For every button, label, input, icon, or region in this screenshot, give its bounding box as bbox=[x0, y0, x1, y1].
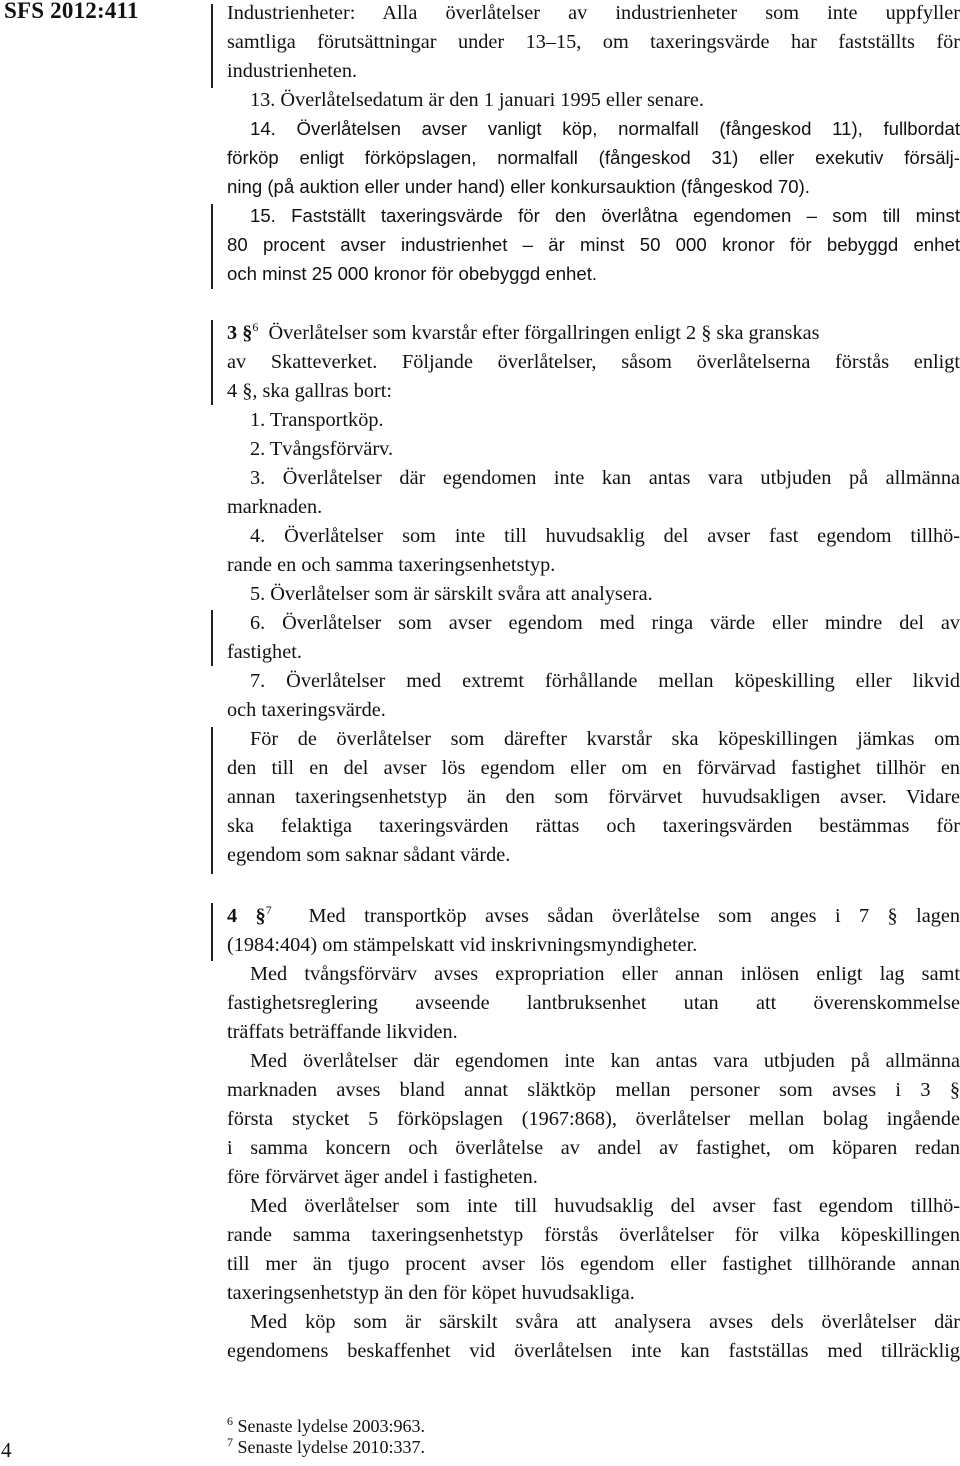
text-line: 13. Överlåtelsedatum är den 1 januari 1995 eller senare. bbox=[250, 89, 704, 111]
section-text: Överlåtelser som kvarstår efter förgallringen enligt 2 § ska granskas bbox=[258, 322, 820, 344]
text-line: fastighetsreglering avseende lantbruksenhet utan att överenskommelse bbox=[227, 992, 960, 1014]
text-line: träffats beträffande likviden. bbox=[227, 1021, 458, 1043]
text-line: första stycket 5 förköpslagen (1967:868), överlåtelser mellan bolag ingående bbox=[227, 1108, 960, 1130]
text-line: marknaden. bbox=[227, 496, 323, 518]
text-line: förköp enligt förköpslagen, normalfall (fångeskod 31) eller exekutiv försälj- bbox=[227, 147, 960, 168]
text-line: Med tvångsförvärv avses expropriation eller annan inlösen enligt lag samt bbox=[250, 963, 960, 985]
text-line: samtliga förutsättningar under 13–15, om taxeringsvärde har fastställts för bbox=[227, 31, 960, 53]
text-line: och minst 25 000 kronor för obebyggd enhet. bbox=[227, 263, 598, 284]
text-line: annan taxeringsenhetstyp än den som förvärvet huvudsakligen avser. Vidare bbox=[227, 786, 960, 808]
list-item: 4. Överlåtelser som inte till huvudsaklig del avser fast egendom tillhö- bbox=[250, 525, 960, 547]
text-line: i samma koncern och överlåtelse av andel av fastighet, om köparen redan bbox=[227, 1137, 960, 1159]
section-heading-3 bbox=[227, 322, 960, 344]
text-line: egendomens beskaffenhet vid överlåtelsen inte kan fastställas med tillräcklig bbox=[227, 1340, 960, 1362]
section-heading-4 bbox=[227, 905, 960, 927]
footnote bbox=[227, 1416, 425, 1436]
list-item: 3. Överlåtelser där egendomen inte kan antas vara utbjuden på allmänna bbox=[250, 467, 960, 489]
change-bar bbox=[211, 610, 213, 666]
section-number: 3 § bbox=[227, 322, 253, 344]
change-bar bbox=[211, 204, 213, 289]
text-line: till mer än tjugo procent avser lös egendom eller fastighet tillhörande annan bbox=[227, 1253, 960, 1275]
sfs-number: SFS 2012:411 bbox=[4, 0, 139, 23]
list-item: 2. Tvångsförvärv. bbox=[250, 438, 394, 460]
text-line: industrienheten. bbox=[227, 60, 358, 82]
footnote-text: Senaste lydelse 2010:337. bbox=[233, 1437, 425, 1457]
text-line: 14. Överlåtelsen avser vanligt köp, normalfall (fångeskod 11), fullbordat bbox=[250, 118, 960, 139]
text-line: (1984:404) om stämpelskatt vid inskrivningsmyndigheter. bbox=[227, 934, 698, 956]
text-line: egendom som saknar sådant värde. bbox=[227, 844, 511, 866]
text-line: Med köp som är särskilt svåra att analysera avses dels överlåtelser där bbox=[250, 1311, 960, 1333]
text-line: 4 §, ska gallras bort: bbox=[227, 380, 393, 402]
list-item: 1. Transportköp. bbox=[250, 409, 384, 431]
footnote-number: 7 bbox=[227, 1435, 233, 1449]
text-line: den till en del avser lös egendom eller om en förvärvad fastighet tillhör en bbox=[227, 757, 960, 779]
section-text: Med transportköp avses sådan överlåtelse som anges i 7 § lagen bbox=[271, 905, 960, 927]
text-line: rande samma taxeringsenhetstyp förstås överlåtelser för vilka köpeskillingen bbox=[227, 1224, 960, 1246]
change-bar bbox=[211, 4, 213, 88]
footnote-ref: 6 bbox=[252, 320, 259, 335]
text-line: rande en och samma taxeringsenhetstyp. bbox=[227, 554, 556, 576]
footnote-text: Senaste lydelse 2003:963. bbox=[233, 1416, 425, 1436]
text-line: 80 procent avser industrienhet – är minst 50 000 kronor för bebyggd enhet bbox=[227, 234, 960, 255]
text-line: före förvärvet äger andel i fastigheten. bbox=[227, 1166, 538, 1188]
footnote bbox=[227, 1437, 425, 1457]
text-line: För de överlåtelser som därefter kvarstår ska köpeskillingen jämkas om bbox=[250, 728, 960, 750]
list-item: 6. Överlåtelser som avser egendom med ringa värde eller mindre del av bbox=[250, 612, 960, 634]
text-line: och taxeringsvärde. bbox=[227, 699, 386, 721]
text-line: taxeringsenhetstyp än den för köpet huvudsakliga. bbox=[227, 1282, 635, 1304]
change-bar bbox=[211, 320, 213, 405]
text-line: Med överlåtelser som inte till huvudsaklig del avser fast egendom tillhö- bbox=[250, 1195, 960, 1217]
footnote-ref: 7 bbox=[265, 903, 272, 918]
text-line: av Skatteverket. Följande överlåtelser, såsom överlåtelserna förstås enligt bbox=[227, 351, 960, 373]
text-line: marknaden avses bland annat släktköp mellan personer som avses i 3 § bbox=[227, 1079, 960, 1101]
footnote-number: 6 bbox=[227, 1414, 233, 1428]
text-line: 15. Fastställt taxeringsvärde för den överlåtna egendomen – som till minst bbox=[250, 205, 960, 226]
text-line: Med överlåtelser där egendomen inte kan antas vara utbjuden på allmänna bbox=[250, 1050, 960, 1072]
change-bar bbox=[211, 903, 213, 961]
list-item: 7. Överlåtelser med extremt förhållande mellan köpeskilling eller likvid bbox=[250, 670, 960, 692]
change-bar bbox=[211, 727, 213, 874]
text-line: fastighet. bbox=[227, 641, 302, 663]
text-line: Industrienheter: Alla överlåtelser av industrienheter som inte uppfyller bbox=[227, 2, 960, 24]
list-item: 5. Överlåtelser som är särskilt svåra att analysera. bbox=[250, 583, 653, 605]
text-line: ska felaktiga taxeringsvärden rättas och taxeringsvärden bestämmas för bbox=[227, 815, 960, 837]
text-line: ning (på auktion eller under hand) eller konkursauktion (fångeskod 70). bbox=[227, 176, 810, 197]
section-number: 4 § bbox=[227, 905, 266, 927]
page-number: 4 bbox=[1, 1438, 12, 1462]
